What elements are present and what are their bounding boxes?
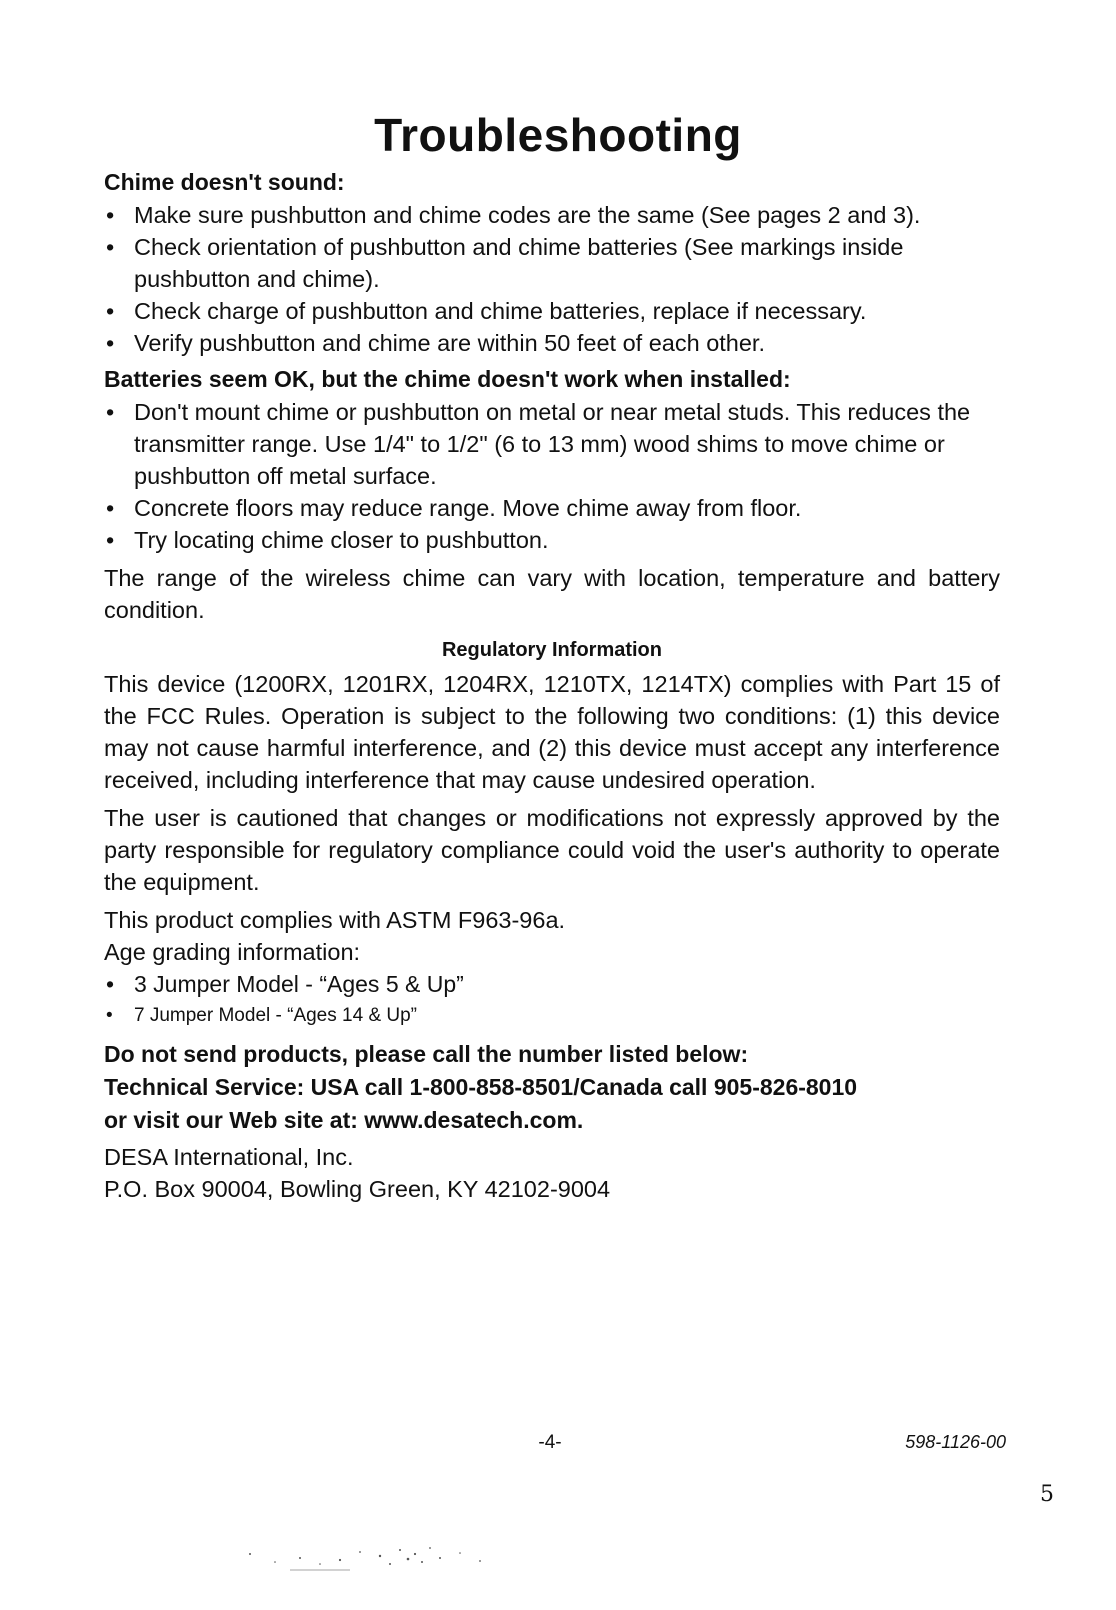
list-item: • Verify pushbutton and chime are within 50 feet of each other. xyxy=(104,327,1000,359)
document-code: 598-1126-00 xyxy=(905,1432,1006,1452)
page-content xyxy=(104,166,1000,1205)
list-item: • Make sure pushbutton and chime codes are the same (See pages 2 and 3). xyxy=(104,199,1000,231)
section-heading-batteries-ok: Batteries seem OK, but the chime doesn't work when installed: xyxy=(104,366,791,392)
list-item: • 7 Jumper Model - “Ages 14 & Up” xyxy=(104,1000,1000,1032)
scan-noise-speckles xyxy=(230,1534,530,1574)
range-note: The range of the wireless chime can vary with location, temperature and battery condition. xyxy=(104,565,1000,623)
user-caution-text: The user is cautioned that changes or modifications not expressly approved by the party responsible for regulatory compliance could void the user's authority to operate the equipment. xyxy=(104,805,1000,895)
section-heading-chime-doesnt-sound: Chime doesn't sound: xyxy=(104,169,345,195)
list-item: • 3 Jumper Model - “Ages 5 & Up” xyxy=(104,968,1000,1000)
fcc-compliance-text: This device (1200RX, 1201RX, 1204RX, 1210TX, 1214TX) complies with Part 15 of the FCC Rules. Operation is subject to the following two conditions: (1) this device may not cause harmful interference, and (2) this device must accept any interference received, including interference that may cause undesired operation. xyxy=(104,671,1000,793)
page-title: Troubleshooting xyxy=(374,109,742,161)
list-item: • Concrete floors may reduce range. Move chime away from floor. xyxy=(104,492,1000,524)
regulatory-heading: Regulatory Information xyxy=(441,639,662,661)
list-item: • Check orientation of pushbutton and chime batteries (See markings inside pushbutton and chime). xyxy=(104,231,1000,295)
astm-compliance-text: This product complies with ASTM F963-96a. xyxy=(104,907,566,933)
list-item: • Try locating chime closer to pushbutton. xyxy=(104,524,1000,556)
company-address: P.O. Box 90004, Bowling Green, KY 42102-9004 xyxy=(104,1176,611,1202)
chime-doesnt-sound-list xyxy=(104,199,1000,359)
age-grading-heading: Age grading information: xyxy=(104,939,361,965)
corner-mark: 5 xyxy=(1040,1482,1054,1507)
website-line: or visit our Web site at: www.desatech.com. xyxy=(104,1107,584,1133)
company-name: DESA International, Inc. xyxy=(104,1144,354,1170)
do-not-send-notice: Do not send products, please call the number listed below: xyxy=(104,1041,749,1067)
batteries-ok-list xyxy=(104,396,1000,556)
age-grading-list xyxy=(104,968,1000,1032)
list-item: • Check charge of pushbutton and chime batteries, replace if necessary. xyxy=(104,295,1000,327)
technical-service-phone: Technical Service: USA call 1-800-858-8501/Canada call 905-826-8010 xyxy=(104,1074,858,1100)
page-number: -4- xyxy=(538,1432,562,1453)
list-item: • Don't mount chime or pushbutton on metal or near metal studs. This reduces the transmitter range. Use 1/4" to 1/2" (6 to 13 mm) wood shims to move chime or pushbutton off metal surface. xyxy=(104,396,1000,492)
